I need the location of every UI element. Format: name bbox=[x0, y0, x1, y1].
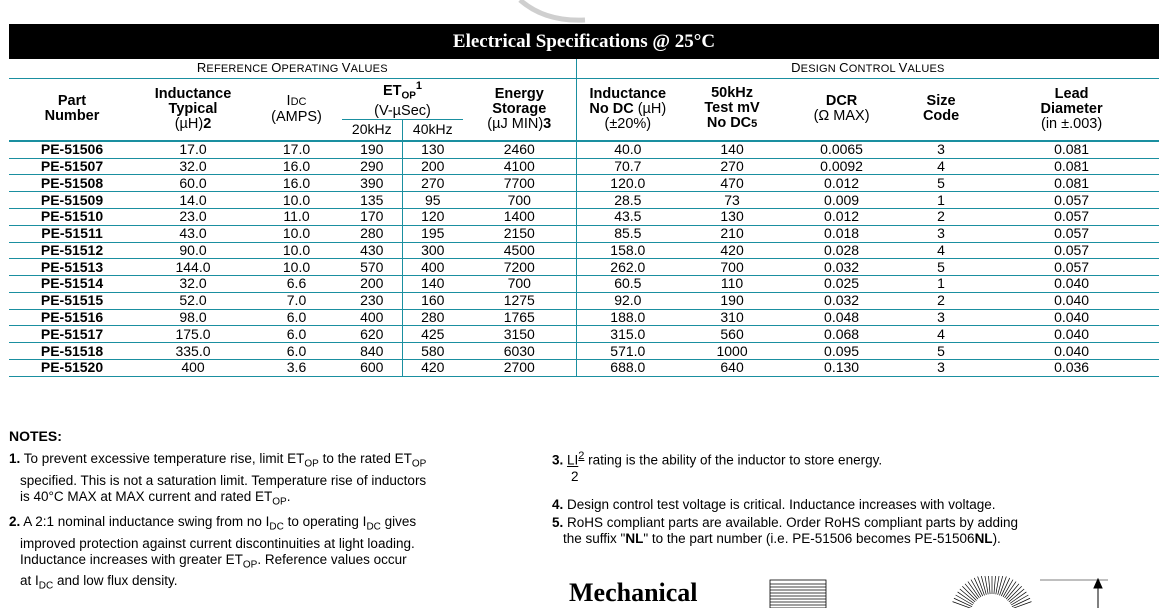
table-cell: 571.0 bbox=[576, 343, 679, 360]
part-number-cell: PE-51515 bbox=[9, 292, 135, 309]
part-number-cell: PE-51509 bbox=[9, 192, 135, 209]
part-number-cell: PE-51508 bbox=[9, 175, 135, 192]
table-row bbox=[9, 343, 1159, 360]
part-number-cell: PE-51516 bbox=[9, 309, 135, 326]
table-cell: 0.081 bbox=[984, 175, 1159, 192]
header-etop: $ET_{OP}^1$ (V-µSec) bbox=[374, 80, 431, 119]
table-cell: 195 bbox=[402, 225, 463, 242]
table-row bbox=[9, 326, 1159, 343]
part-number-cell: PE-51513 bbox=[9, 259, 135, 276]
table-cell: 90.0 bbox=[135, 242, 251, 259]
table-cell: 0.057 bbox=[984, 208, 1159, 225]
table-cell: 110 bbox=[679, 276, 785, 293]
table-cell: 73 bbox=[679, 192, 785, 209]
table-cell: 95 bbox=[402, 192, 463, 209]
table-row bbox=[9, 141, 1159, 158]
header-size-code: Size Code bbox=[898, 79, 984, 141]
table-cell: 1275 bbox=[463, 292, 576, 309]
table-cell: 400 bbox=[402, 259, 463, 276]
table-cell: 190 bbox=[679, 292, 785, 309]
table-cell: 700 bbox=[679, 259, 785, 276]
table-cell: 620 bbox=[342, 326, 402, 343]
table-cell: 0.081 bbox=[984, 158, 1159, 175]
table-cell: 98.0 bbox=[135, 309, 251, 326]
table-row bbox=[9, 276, 1159, 293]
table-cell: 5 bbox=[898, 343, 984, 360]
table-cell: 1000 bbox=[679, 343, 785, 360]
table-cell: 280 bbox=[342, 225, 402, 242]
table-cell: 144.0 bbox=[135, 259, 251, 276]
table-cell: 390 bbox=[342, 175, 402, 192]
table-cell: 200 bbox=[402, 158, 463, 175]
table-cell: 60.0 bbox=[135, 175, 251, 192]
table-cell: 0.040 bbox=[984, 309, 1159, 326]
table-cell: 0.036 bbox=[984, 360, 1159, 377]
part-number-cell: PE-51518 bbox=[9, 343, 135, 360]
table-cell: 140 bbox=[679, 141, 785, 158]
table-cell: 430 bbox=[342, 242, 402, 259]
table-cell: 32.0 bbox=[135, 158, 251, 175]
table-cell: 120 bbox=[402, 208, 463, 225]
table-cell: 10.0 bbox=[251, 242, 342, 259]
table-cell: 560 bbox=[679, 326, 785, 343]
table-cell: 85.5 bbox=[576, 225, 679, 242]
table-cell: 3 bbox=[898, 360, 984, 377]
table-cell: 4500 bbox=[463, 242, 576, 259]
table-cell: 2700 bbox=[463, 360, 576, 377]
table-cell: 335.0 bbox=[135, 343, 251, 360]
table-cell: 700 bbox=[463, 192, 576, 209]
table-row bbox=[9, 225, 1159, 242]
table-cell: 16.0 bbox=[251, 158, 342, 175]
table-cell: 0.025 bbox=[785, 276, 898, 293]
table-cell: 1 bbox=[898, 276, 984, 293]
table-cell: 420 bbox=[402, 360, 463, 377]
header-dcr: DCR (Ω MAX) bbox=[785, 79, 898, 141]
table-cell: 7200 bbox=[463, 259, 576, 276]
specs-title: Electrical Specifications @ 25°C bbox=[9, 24, 1159, 59]
table-cell: 700 bbox=[463, 276, 576, 293]
table-cell: 10.0 bbox=[251, 192, 342, 209]
header-test-mv: 50kHz Test mV No DC5 bbox=[679, 79, 785, 141]
table-cell: 200 bbox=[342, 276, 402, 293]
table-cell: 0.028 bbox=[785, 242, 898, 259]
table-cell: 10.0 bbox=[251, 225, 342, 242]
table-row bbox=[9, 292, 1159, 309]
table-cell: 0.032 bbox=[785, 292, 898, 309]
table-cell: 0.040 bbox=[984, 326, 1159, 343]
note-3: 3. $LI^2$ rating is the ability of the inductor to store energy. 2 bbox=[552, 450, 883, 484]
table-cell: 262.0 bbox=[576, 259, 679, 276]
dimension-arrow bbox=[1040, 579, 1108, 608]
table-cell: 6.6 bbox=[251, 276, 342, 293]
table-cell: 315.0 bbox=[576, 326, 679, 343]
table-cell: 2460 bbox=[463, 141, 576, 158]
table-cell: 43.0 bbox=[135, 225, 251, 242]
table-cell: 0.095 bbox=[785, 343, 898, 360]
table-cell: 10.0 bbox=[251, 259, 342, 276]
table-cell: 3150 bbox=[463, 326, 576, 343]
table-cell: 400 bbox=[342, 309, 402, 326]
table-cell: 6030 bbox=[463, 343, 576, 360]
table-cell: 0.130 bbox=[785, 360, 898, 377]
table-cell: 188.0 bbox=[576, 309, 679, 326]
part-number-cell: PE-51506 bbox=[9, 141, 135, 158]
table-cell: 52.0 bbox=[135, 292, 251, 309]
table-cell: 40.0 bbox=[576, 141, 679, 158]
table-cell: 6.0 bbox=[251, 343, 342, 360]
table-cell: 4100 bbox=[463, 158, 576, 175]
table-cell: 7700 bbox=[463, 175, 576, 192]
header-idc: IDC (AMPS) bbox=[251, 79, 342, 141]
table-cell: 300 bbox=[402, 242, 463, 259]
table-cell: 16.0 bbox=[251, 175, 342, 192]
design-control-values-group: DESIGN CONTROL VALUES bbox=[576, 59, 1159, 79]
table-cell: 3 bbox=[898, 225, 984, 242]
header-lead-diameter: Lead Diameter (in ±.003) bbox=[984, 79, 1159, 141]
table-cell: 3 bbox=[898, 309, 984, 326]
notes-title: NOTES: bbox=[9, 428, 62, 444]
table-cell: 17.0 bbox=[135, 141, 251, 158]
table-cell: 14.0 bbox=[135, 192, 251, 209]
table-cell: 0.068 bbox=[785, 326, 898, 343]
toroid-top-view bbox=[953, 576, 1032, 608]
note-4: 4. Design control test voltage is critical. Inductance increases with voltage. bbox=[552, 497, 996, 512]
table-cell: 17.0 bbox=[251, 141, 342, 158]
table-cell: 0.057 bbox=[984, 225, 1159, 242]
table-cell: 600 bbox=[342, 360, 402, 377]
mechanical-title: Mechanical bbox=[569, 578, 698, 607]
table-row bbox=[9, 242, 1159, 259]
header-40khz: 40kHz bbox=[402, 119, 463, 141]
table-cell: 158.0 bbox=[576, 242, 679, 259]
table-cell: 0.012 bbox=[785, 208, 898, 225]
table-cell: 32.0 bbox=[135, 276, 251, 293]
note-5: 5. RoHS compliant parts are available. Order RoHS compliant parts by adding the suffix "NL" to the part number (i.e. PE-51506 becomes PE-51506NL). bbox=[552, 515, 1018, 546]
table-cell: 135 bbox=[342, 192, 402, 209]
table-cell: 0.0092 bbox=[785, 158, 898, 175]
table-cell: 170 bbox=[342, 208, 402, 225]
table-cell: 0.040 bbox=[984, 276, 1159, 293]
table-cell: 840 bbox=[342, 343, 402, 360]
table-cell: 0.048 bbox=[785, 309, 898, 326]
mechanical-drawing bbox=[760, 576, 1160, 608]
table-cell: 280 bbox=[402, 309, 463, 326]
table-cell: 60.5 bbox=[576, 276, 679, 293]
header-part-number: Part Number bbox=[9, 79, 135, 141]
table-cell: 23.0 bbox=[135, 208, 251, 225]
table-cell: 120.0 bbox=[576, 175, 679, 192]
table-cell: 3 bbox=[898, 141, 984, 158]
part-number-cell: PE-51520 bbox=[9, 360, 135, 377]
table-cell: 2150 bbox=[463, 225, 576, 242]
table-cell: 2 bbox=[898, 208, 984, 225]
table-cell: 3.6 bbox=[251, 360, 342, 377]
table-cell: 4 bbox=[898, 326, 984, 343]
table-cell: 0.009 bbox=[785, 192, 898, 209]
electrical-specs-table bbox=[9, 59, 1159, 377]
table-cell: 1 bbox=[898, 192, 984, 209]
table-cell: 1400 bbox=[463, 208, 576, 225]
table-cell: 270 bbox=[679, 158, 785, 175]
table-row bbox=[9, 259, 1159, 276]
coil-side-view bbox=[770, 580, 826, 608]
table-cell: 2 bbox=[898, 292, 984, 309]
table-cell: 470 bbox=[679, 175, 785, 192]
table-cell: 4 bbox=[898, 242, 984, 259]
table-cell: 230 bbox=[342, 292, 402, 309]
table-cell: 270 bbox=[402, 175, 463, 192]
decorative-arc bbox=[0, 0, 1167, 24]
table-cell: 130 bbox=[679, 208, 785, 225]
note-1: 1. To prevent excessive temperature rise, limit $ET_{OP}$ to the rated $ET_{OP}$ specified. This is not a saturation limit. Temperature rise of inductors is 40°C MAX at MAX current and rated $ET_{OP}$. bbox=[9, 451, 427, 508]
table-cell: 0.057 bbox=[984, 192, 1159, 209]
table-cell: 11.0 bbox=[251, 208, 342, 225]
table-cell: 570 bbox=[342, 259, 402, 276]
table-cell: 580 bbox=[402, 343, 463, 360]
table-cell: 6.0 bbox=[251, 326, 342, 343]
table-cell: 92.0 bbox=[576, 292, 679, 309]
table-cell: 0.0065 bbox=[785, 141, 898, 158]
note-2: 2. A 2:1 nominal inductance swing from no $I_{DC}$ to operating $I_{DC}$ gives improved protection against current discontinuities at light loading. Inductance increases with greater $ET_{OP}$. Reference values occur at $I_{DC}$ and low flux density. bbox=[9, 514, 417, 593]
part-number-cell: PE-51517 bbox=[9, 326, 135, 343]
table-cell: 43.5 bbox=[576, 208, 679, 225]
table-cell: 4 bbox=[898, 158, 984, 175]
part-number-cell: PE-51512 bbox=[9, 242, 135, 259]
table-cell: 28.5 bbox=[576, 192, 679, 209]
header-inductance-no-dc: Inductance No DC (µH) (±20%) bbox=[576, 79, 679, 141]
table-cell: 688.0 bbox=[576, 360, 679, 377]
table-cell: 0.040 bbox=[984, 292, 1159, 309]
table-row bbox=[9, 192, 1159, 209]
table-cell: 420 bbox=[679, 242, 785, 259]
header-inductance-typical: Inductance Typical (µH)2 bbox=[135, 79, 251, 141]
table-cell: 130 bbox=[402, 141, 463, 158]
header-energy-storage: Energy Storage (µJ MIN)3 bbox=[463, 79, 576, 141]
table-cell: 290 bbox=[342, 158, 402, 175]
table-cell: 310 bbox=[679, 309, 785, 326]
part-number-cell: PE-51507 bbox=[9, 158, 135, 175]
table-cell: 0.081 bbox=[984, 141, 1159, 158]
table-cell: 640 bbox=[679, 360, 785, 377]
table-row bbox=[9, 360, 1159, 377]
table-cell: 0.012 bbox=[785, 175, 898, 192]
table-row bbox=[9, 309, 1159, 326]
table-cell: 0.018 bbox=[785, 225, 898, 242]
table-cell: 175.0 bbox=[135, 326, 251, 343]
table-cell: 0.057 bbox=[984, 259, 1159, 276]
table-cell: 0.057 bbox=[984, 242, 1159, 259]
table-cell: 160 bbox=[402, 292, 463, 309]
table-row bbox=[9, 175, 1159, 192]
header-20khz: 20kHz bbox=[342, 119, 402, 141]
table-cell: 0.032 bbox=[785, 259, 898, 276]
part-number-cell: PE-51510 bbox=[9, 208, 135, 225]
reference-operating-values-group: REFERENCE OPERATING VALUES bbox=[9, 59, 576, 79]
table-cell: 210 bbox=[679, 225, 785, 242]
table-cell: 70.7 bbox=[576, 158, 679, 175]
table-cell: 7.0 bbox=[251, 292, 342, 309]
table-cell: 400 bbox=[135, 360, 251, 377]
table-cell: 140 bbox=[402, 276, 463, 293]
table-cell: 425 bbox=[402, 326, 463, 343]
table-row bbox=[9, 158, 1159, 175]
table-cell: 6.0 bbox=[251, 309, 342, 326]
part-number-cell: PE-51511 bbox=[9, 225, 135, 242]
table-cell: 5 bbox=[898, 175, 984, 192]
table-cell: 190 bbox=[342, 141, 402, 158]
part-number-cell: PE-51514 bbox=[9, 276, 135, 293]
table-cell: 0.040 bbox=[984, 343, 1159, 360]
table-cell: 1765 bbox=[463, 309, 576, 326]
table-row bbox=[9, 208, 1159, 225]
table-cell: 5 bbox=[898, 259, 984, 276]
